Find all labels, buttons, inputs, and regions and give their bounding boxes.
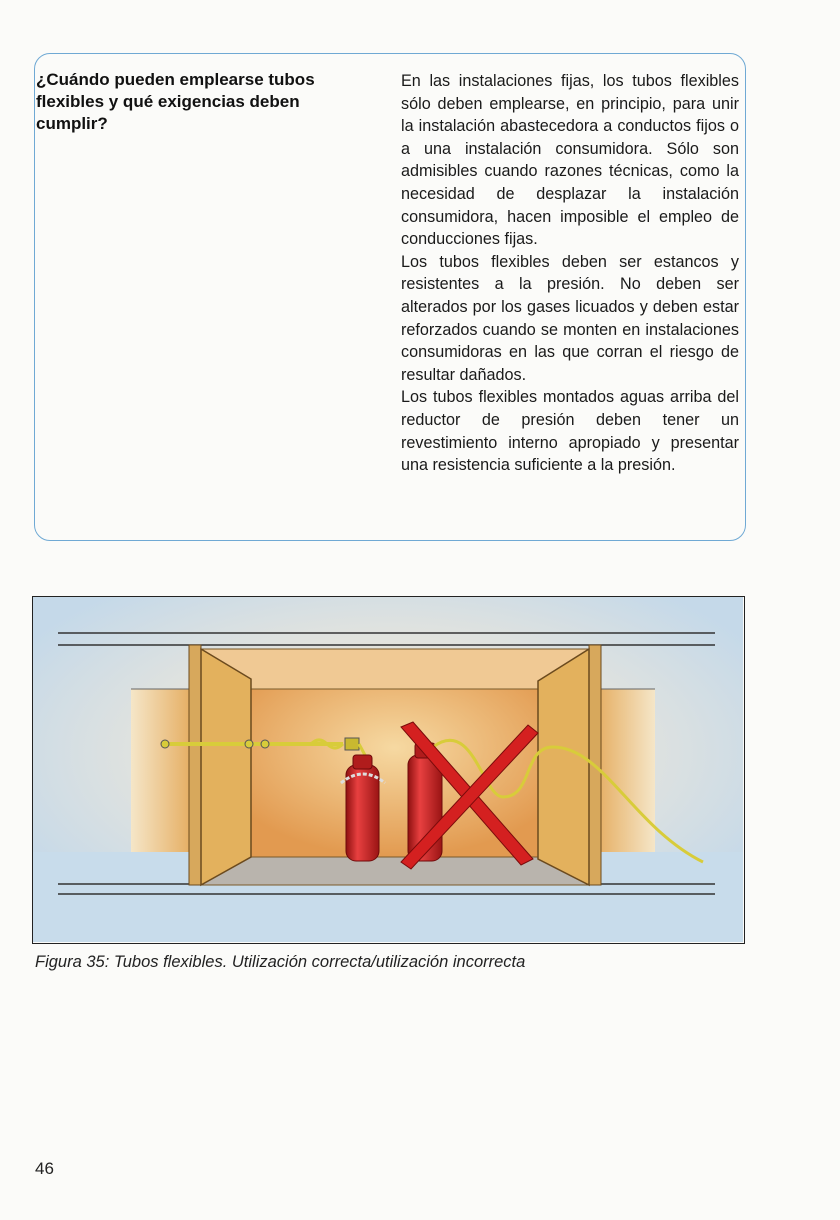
gas-cabinet-illustration (33, 597, 743, 942)
question-heading: ¿Cuándo pueden emplearse tubos flexibles y qué exigencias deben cumplir? (36, 70, 315, 133)
cabinet-floor (201, 857, 593, 885)
pressure-regulator (345, 738, 359, 750)
figure-illustration (32, 596, 745, 944)
gas-cylinder-correct (346, 765, 379, 861)
page-number: 46 (35, 1159, 54, 1178)
cabinet-ceiling (201, 649, 591, 689)
answer-paragraph-1: En las instalaciones fijas, los tubos flexibles sólo deben emplearse, en principio, para unir la instalación abastecedora a conductos fijos o a una instalación consumidora. Sólo son admisibles cuando razones técnicas, como la necesidad de desplazar la instalación consumidora, hacen imposible el empleo de conducciones fijas. (401, 72, 739, 249)
figure-caption: Figura 35: Tubos flexibles. Utilización correcta/utilización incorrecta (35, 953, 526, 971)
left-cabinet-door (201, 649, 251, 885)
answer-paragraph-2: Los tubos flexibles deben ser estancos y resistentes a la presión. No deben ser alterados por los gases licuados y deben estar reforzados cuando se monten en instalaciones consumidoras en las que corran el riesgo de resultar dañados. (401, 252, 739, 384)
right-cabinet-door (538, 649, 589, 885)
answer-text (401, 70, 739, 477)
left-outer-wall (131, 689, 189, 865)
left-post (189, 645, 201, 885)
answer-paragraph-3: Los tubos flexibles montados aguas arriba del reductor de presión deben tener un revestimiento interno apropiado y presentar una resistencia suficiente a la presión. (401, 388, 739, 475)
